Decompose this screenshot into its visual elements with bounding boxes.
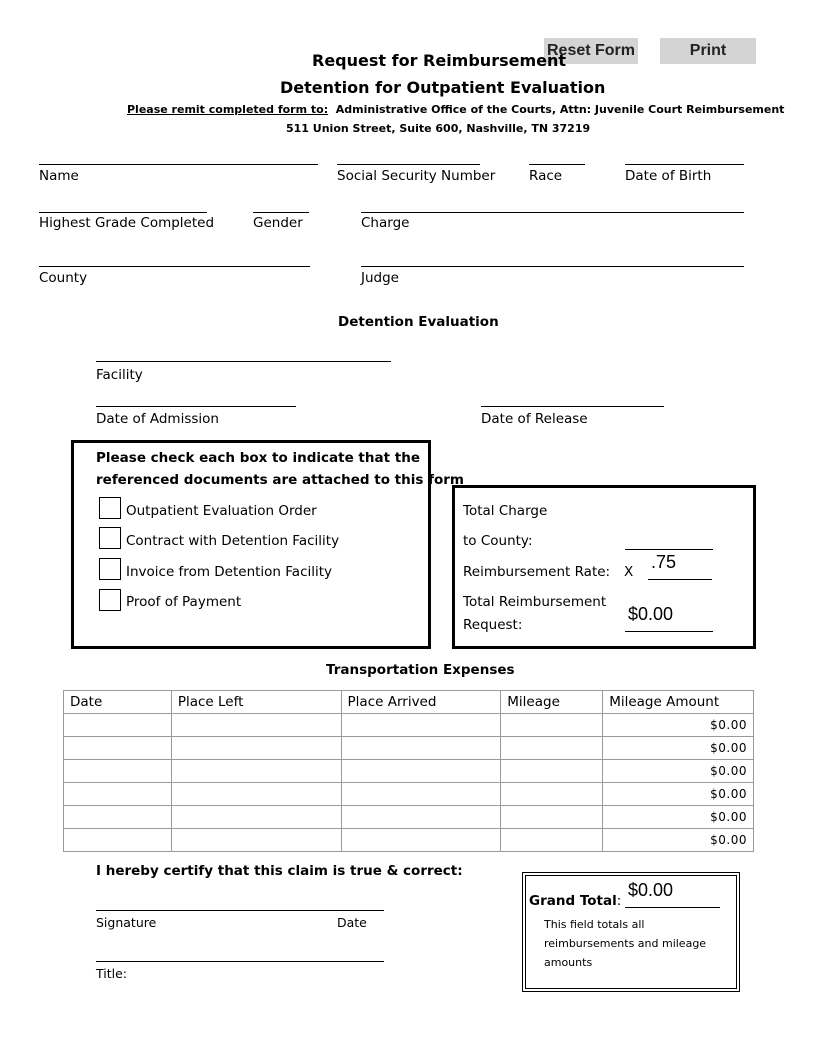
place-arrived-cell[interactable]	[341, 806, 501, 829]
signature-label: Signature	[96, 915, 157, 930]
checkbox-label-contract: Contract with Detention Facility	[126, 533, 340, 549]
column-header-mileage-amount: Mileage Amount	[603, 691, 754, 714]
mileage-cell[interactable]	[501, 760, 603, 783]
table-header-row	[64, 691, 754, 714]
place-left-cell[interactable]	[171, 783, 341, 806]
checkbox-label-invoice: Invoice from Detention Facility	[126, 564, 333, 580]
checkbox-label-outpatient-order: Outpatient Evaluation Order	[126, 503, 317, 519]
mileage-amount-cell: $0.00	[603, 806, 754, 829]
reset-form-button[interactable]: Reset Form	[544, 38, 638, 64]
date-cell[interactable]	[64, 760, 172, 783]
title-label: Title:	[96, 966, 127, 981]
place-left-cell[interactable]	[171, 737, 341, 760]
checkbox-outpatient-order[interactable]	[99, 497, 121, 519]
ssn-input[interactable]	[337, 150, 480, 165]
mileage-cell[interactable]	[501, 714, 603, 737]
place-arrived-cell[interactable]	[341, 829, 501, 852]
place-arrived-cell[interactable]	[341, 737, 501, 760]
ssn-label: Social Security Number	[337, 168, 496, 184]
place-arrived-cell[interactable]	[341, 783, 501, 806]
remit-to: Administrative Office of the Courts, Attn: Juvenile Court Reimbursement	[335, 103, 785, 116]
signature-input[interactable]	[96, 896, 384, 911]
race-label: Race	[529, 168, 563, 184]
table-row	[64, 714, 754, 737]
county-label: County	[39, 270, 88, 286]
checklist-instruction-1: Please check each box to indicate that the	[96, 450, 420, 466]
place-arrived-cell[interactable]	[341, 760, 501, 783]
table-row	[64, 737, 754, 760]
mileage-cell[interactable]	[501, 806, 603, 829]
judge-label: Judge	[361, 270, 399, 286]
column-header-date: Date	[64, 691, 172, 714]
county-input[interactable]	[39, 252, 310, 267]
mileage-cell[interactable]	[501, 783, 603, 806]
charge-label: Charge	[361, 215, 410, 231]
date-cell[interactable]	[64, 783, 172, 806]
grand-total-note-1: This field totals all	[544, 918, 645, 931]
reimbursement-rate-value: .75	[651, 552, 677, 572]
mileage-amount-cell: $0.00	[603, 714, 754, 737]
date-label: Date	[337, 915, 367, 930]
form-title: Request for Reimbursement	[312, 51, 567, 70]
reimbursement-rate-label: Reimbursement Rate:	[463, 564, 611, 580]
checklist-instruction-2: referenced documents are attached to this form	[96, 472, 464, 488]
place-left-cell[interactable]	[171, 714, 341, 737]
date-cell[interactable]	[64, 829, 172, 852]
form-subtitle: Detention for Outpatient Evaluation	[280, 78, 606, 97]
mileage-cell[interactable]	[501, 737, 603, 760]
place-left-cell[interactable]	[171, 829, 341, 852]
gender-label: Gender	[253, 215, 303, 231]
remit-label: Please remit completed form to:	[127, 103, 329, 116]
judge-input[interactable]	[361, 252, 744, 267]
race-input[interactable]	[529, 150, 585, 165]
rate-multiplier: X	[624, 564, 634, 580]
remit-address: 511 Union Street, Suite 600, Nashville, TN 37219	[286, 122, 591, 135]
grade-label: Highest Grade Completed	[39, 215, 215, 231]
gender-input[interactable]	[253, 198, 309, 213]
mileage-amount-cell: $0.00	[603, 783, 754, 806]
certify-statement: I hereby certify that this claim is true & correct:	[96, 863, 463, 879]
checkbox-proof-of-payment[interactable]	[99, 589, 121, 611]
date-cell[interactable]	[64, 737, 172, 760]
column-header-place-left: Place Left	[171, 691, 341, 714]
mileage-amount-cell: $0.00	[603, 737, 754, 760]
grand-total-value: $0.00	[628, 880, 674, 900]
column-header-mileage: Mileage	[501, 691, 603, 714]
remit-line	[127, 103, 784, 116]
grand-total-note-2: reimbursements and mileage	[544, 937, 707, 950]
facility-label: Facility	[96, 367, 143, 383]
mileage-cell[interactable]	[501, 829, 603, 852]
facility-input[interactable]	[96, 347, 391, 362]
print-button[interactable]: Print	[660, 38, 756, 64]
charge-input[interactable]	[361, 198, 744, 213]
total-charge-label-2: to County:	[463, 533, 533, 549]
name-input[interactable]	[39, 150, 318, 165]
grand-total-colon: :	[616, 893, 622, 909]
place-left-cell[interactable]	[171, 760, 341, 783]
place-arrived-cell[interactable]	[341, 714, 501, 737]
total-request-label-2: Request:	[463, 617, 523, 633]
release-label: Date of Release	[481, 411, 588, 427]
column-header-place-arrived: Place Arrived	[341, 691, 501, 714]
grand-total-title: Grand Total	[529, 893, 617, 909]
dob-input[interactable]	[625, 150, 744, 165]
date-cell[interactable]	[64, 806, 172, 829]
grand-total-label	[529, 893, 621, 909]
title-input[interactable]	[96, 947, 384, 962]
dob-label: Date of Birth	[625, 168, 712, 184]
table-row	[64, 829, 754, 852]
name-label: Name	[39, 168, 79, 184]
table-row	[64, 806, 754, 829]
checkbox-label-proof-of-payment: Proof of Payment	[126, 594, 242, 610]
table-row	[64, 760, 754, 783]
total-charge-label-1: Total Charge	[463, 503, 548, 519]
table-row	[64, 783, 754, 806]
mileage-amount-cell: $0.00	[603, 829, 754, 852]
detention-evaluation-heading: Detention Evaluation	[338, 314, 499, 330]
total-charge-input[interactable]	[625, 535, 713, 550]
total-request-label-1: Total Reimbursement	[463, 594, 607, 610]
transportation-heading: Transportation Expenses	[326, 662, 515, 678]
grand-total-note-3: amounts	[544, 956, 593, 969]
transportation-table	[63, 690, 754, 852]
place-left-cell[interactable]	[171, 806, 341, 829]
total-request-value: $0.00	[628, 604, 674, 624]
release-date-input[interactable]	[481, 392, 664, 407]
mileage-amount-cell: $0.00	[603, 760, 754, 783]
admission-label: Date of Admission	[96, 411, 219, 427]
checkbox-contract[interactable]	[99, 527, 121, 549]
grade-input[interactable]	[39, 198, 207, 213]
checkbox-invoice[interactable]	[99, 558, 121, 580]
admission-date-input[interactable]	[96, 392, 296, 407]
date-cell[interactable]	[64, 714, 172, 737]
